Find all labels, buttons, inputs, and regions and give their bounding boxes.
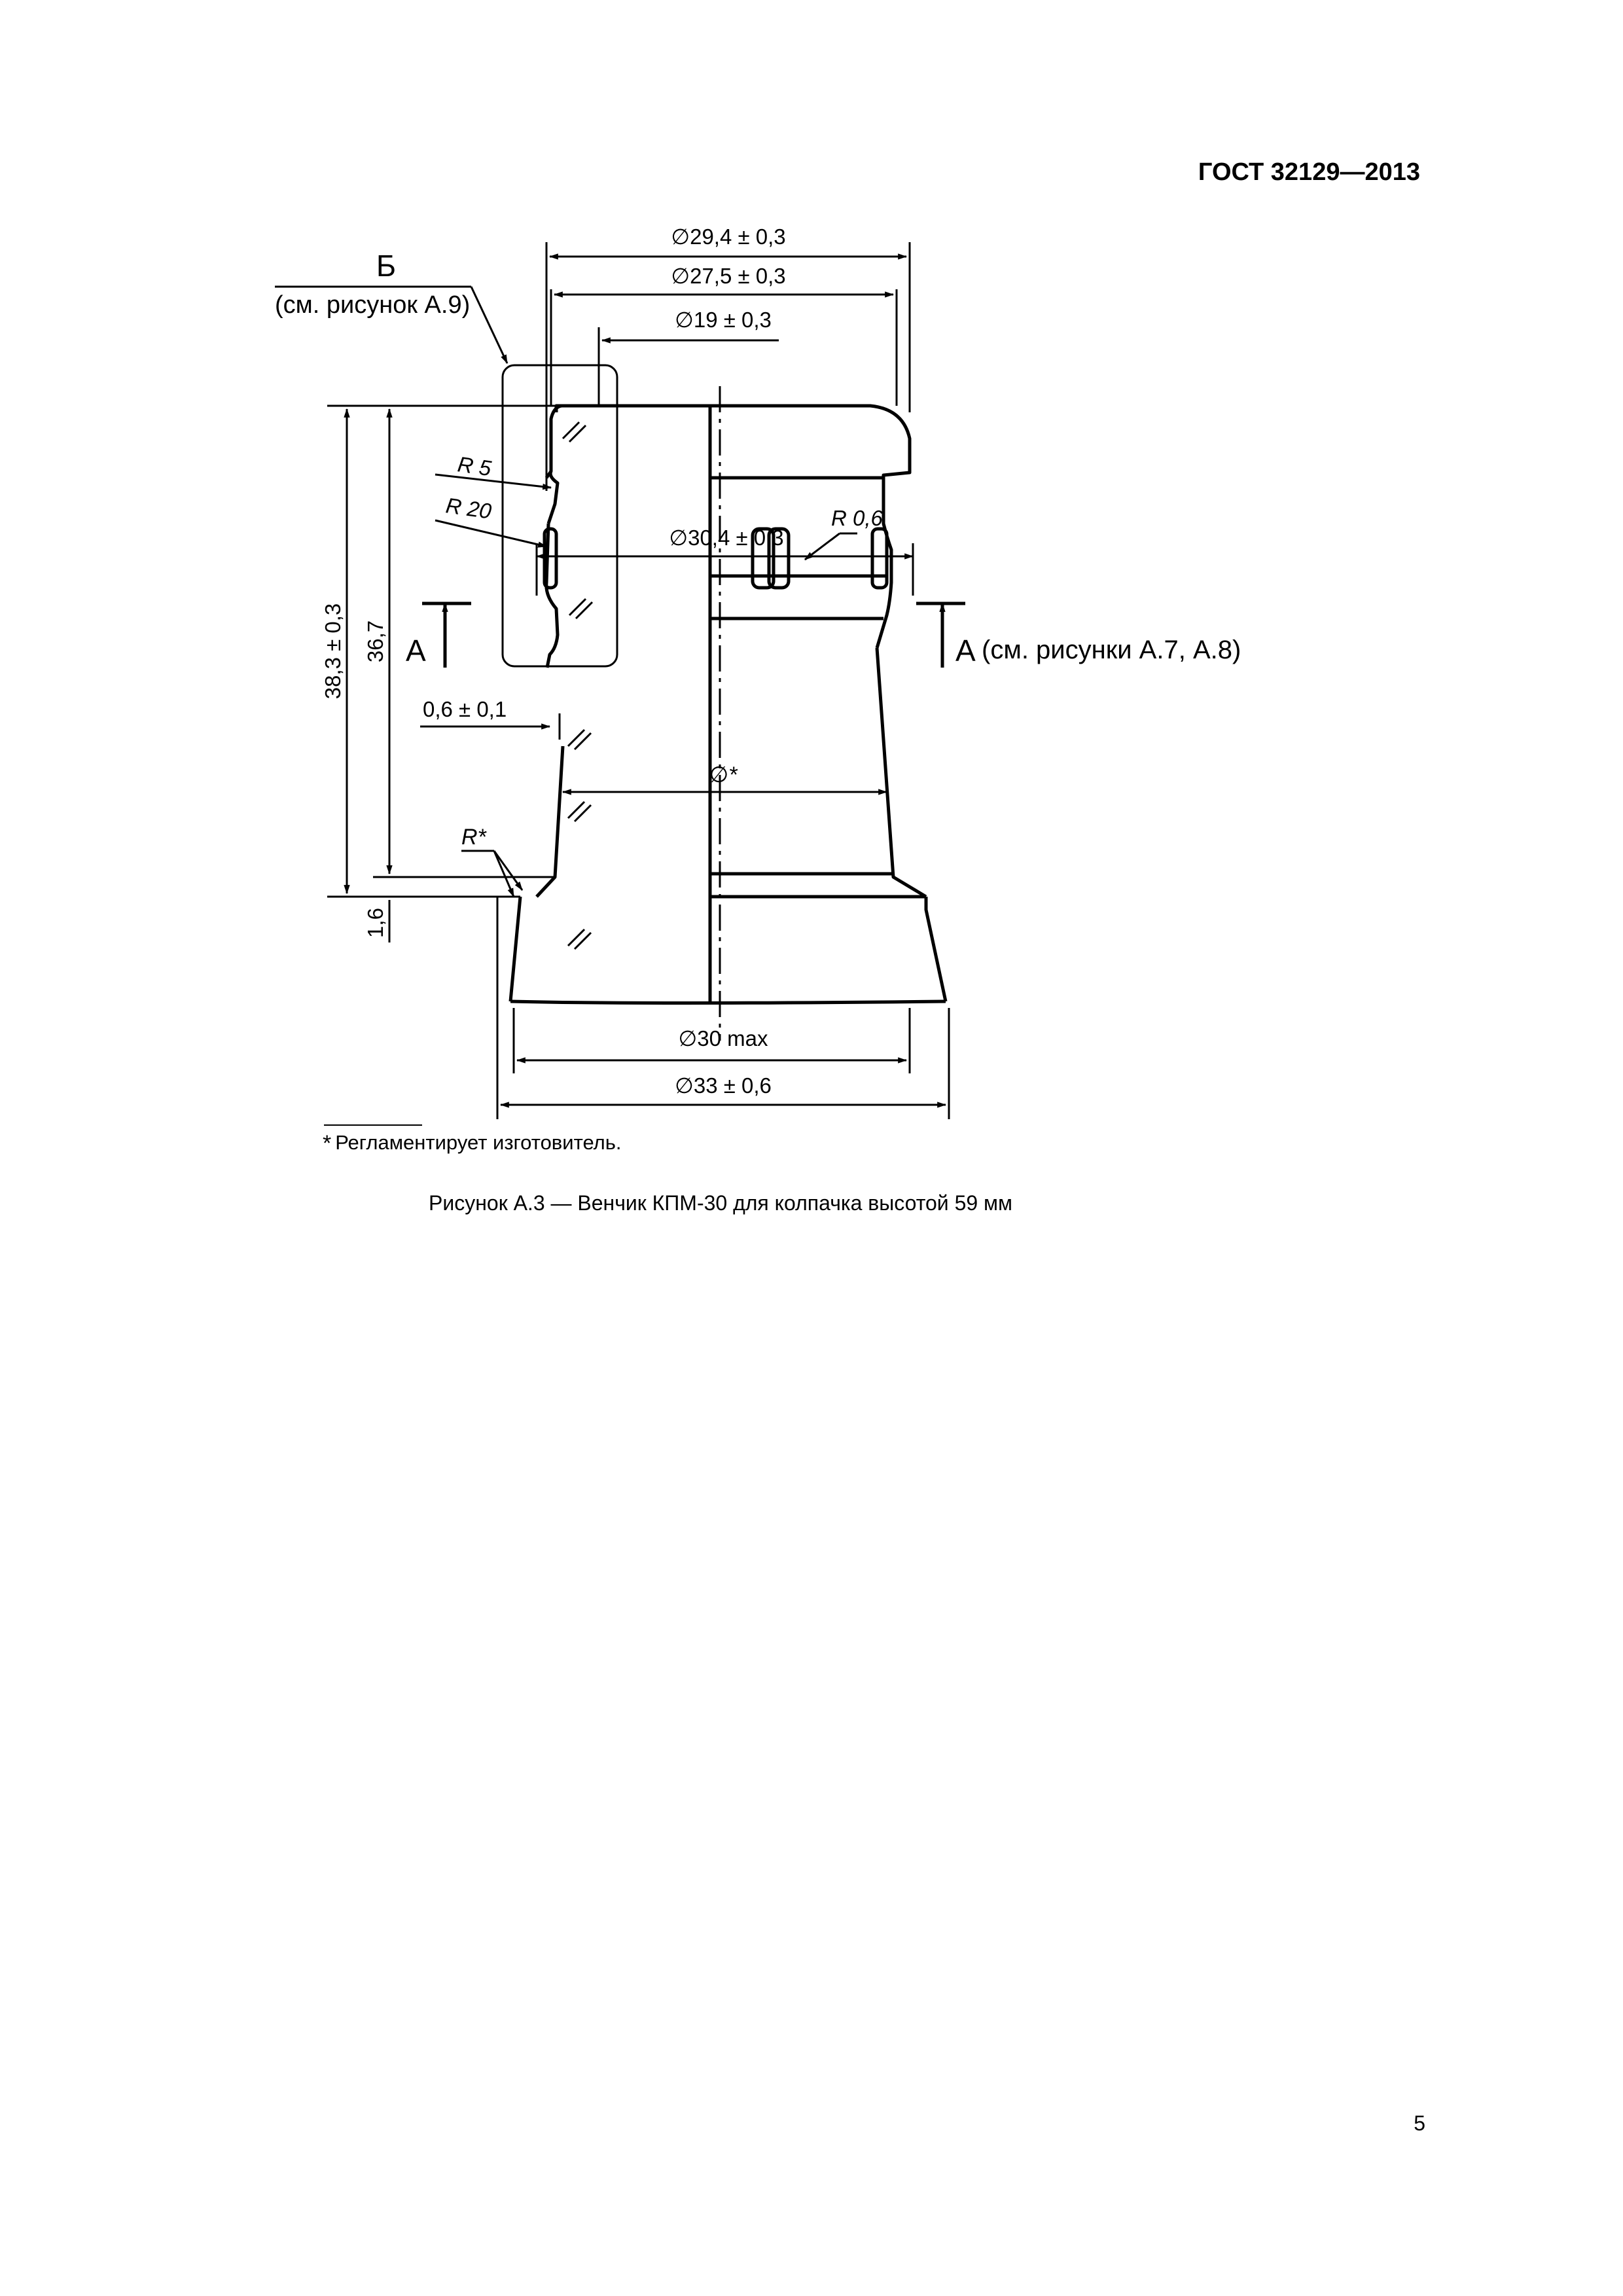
detail-b-frame <box>503 365 617 666</box>
dim-r20: R 20 <box>444 493 493 524</box>
standard-header: ГОСТ 32129—2013 <box>1198 158 1420 186</box>
dim-d19: ∅19 ± 0,3 <box>675 308 772 332</box>
dim-d30max: ∅30 max <box>678 1026 768 1050</box>
footnote-rule <box>324 1124 422 1126</box>
callout-b-ref: (см. рисунок А.9) <box>275 291 471 319</box>
dim-dstar: ∅* <box>709 762 738 787</box>
dim-d30-4: ∅30,4 ± 0,3 <box>669 526 784 550</box>
footnote-marker: * <box>323 1131 332 1156</box>
dim-d27: ∅27,5 ± 0,3 <box>671 264 786 288</box>
part-outline <box>510 406 946 1003</box>
dim-h383: 38,3 ± 0,3 <box>321 603 345 700</box>
callout-a-ref: (см. рисунки А.7, А.8) <box>982 636 1241 664</box>
dim-d29: ∅29,4 ± 0,3 <box>671 224 786 249</box>
dim-d33: ∅33 ± 0,6 <box>675 1073 772 1098</box>
callout-a-left: А <box>406 634 426 668</box>
dimension-lines <box>275 242 949 1119</box>
footnote <box>323 1131 622 1157</box>
callout-a-right: А <box>955 634 976 668</box>
technical-drawing <box>249 216 1374 1119</box>
footnote-text: Регламентирует изготовитель. <box>335 1131 622 1154</box>
dim-r5: R 5 <box>456 452 493 481</box>
figure-caption-text: Рисунок А.3 — Венчик КПМ-30 для колпачка высотой 59 мм <box>429 1191 1013 1215</box>
dim-h16: 1,6 <box>363 908 387 938</box>
dim-t06: 0,6 ± 0,1 <box>423 697 507 721</box>
callout-b-letter: Б <box>376 249 397 283</box>
hatching <box>563 422 592 949</box>
dim-rstar: R* <box>461 825 486 850</box>
page-number: 5 <box>1414 2111 1425 2135</box>
dim-r06: R 0,6 <box>831 506 883 530</box>
dim-h367: 36,7 <box>363 620 387 663</box>
